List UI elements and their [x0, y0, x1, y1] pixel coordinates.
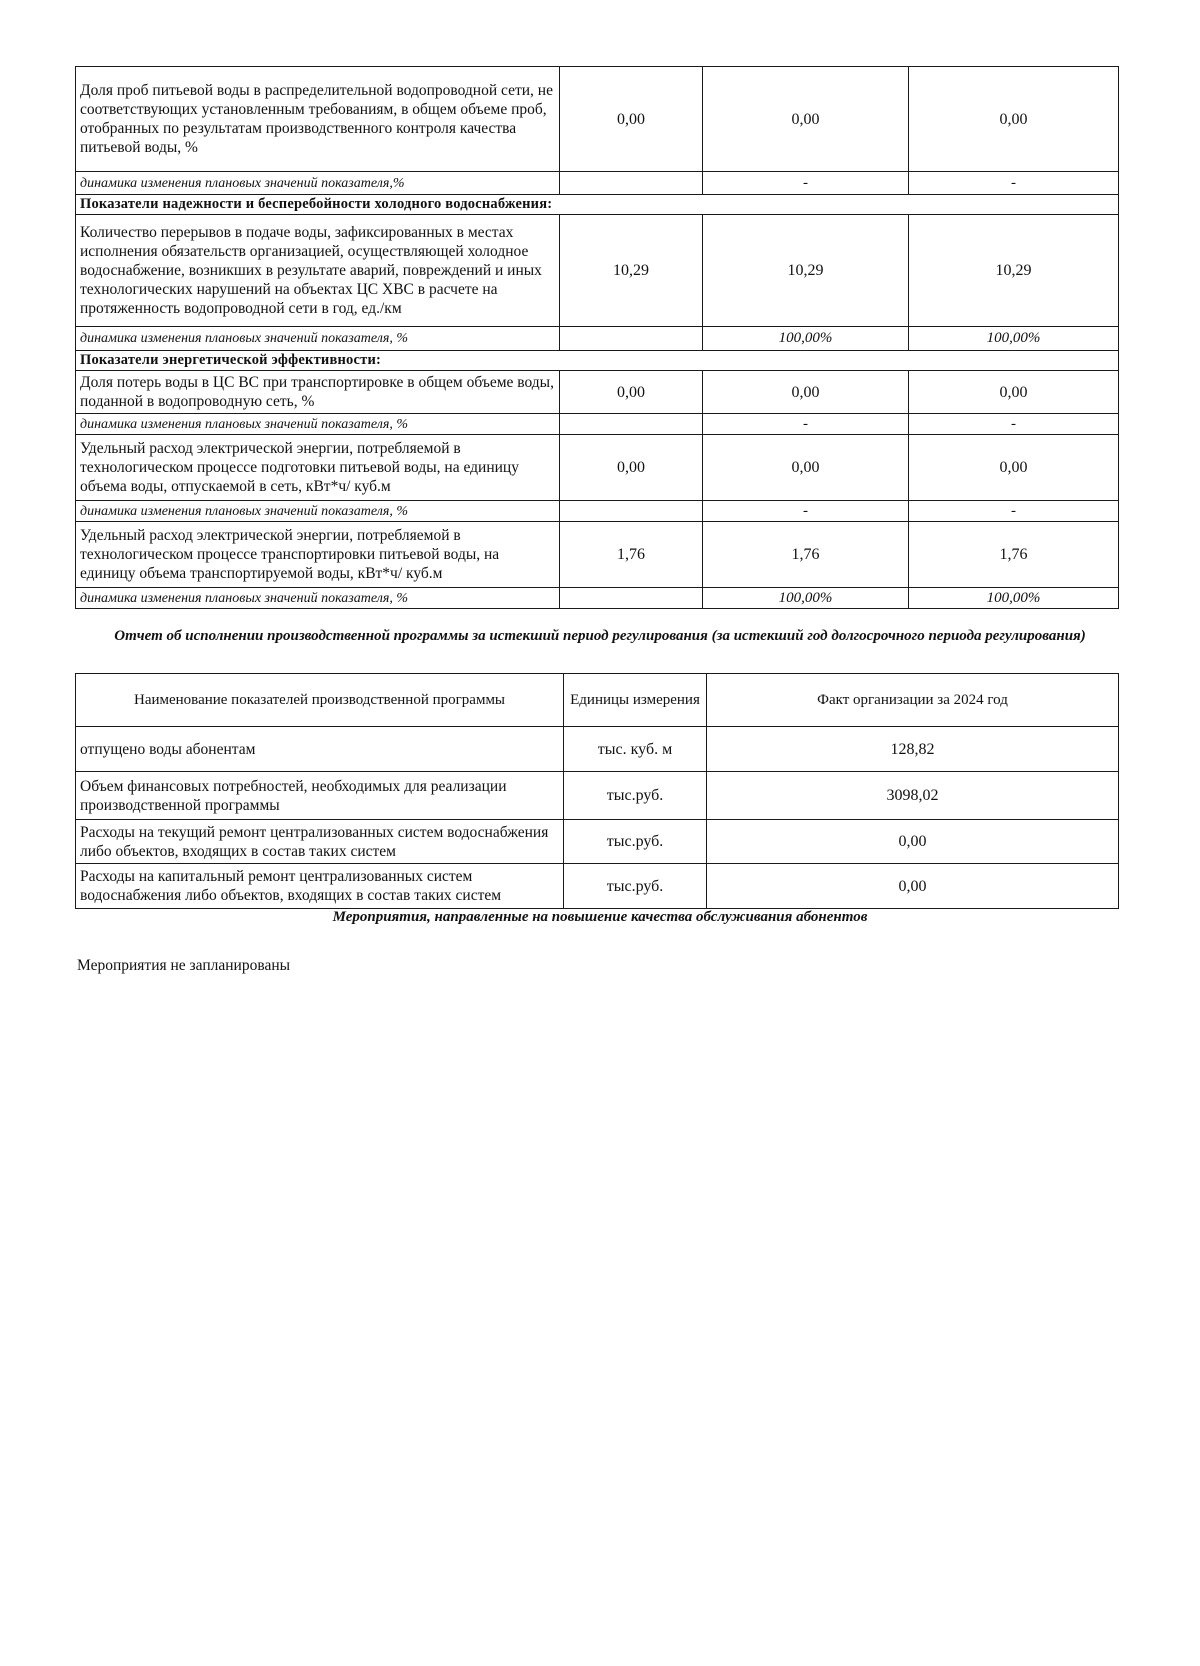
indicator-value: 0,00	[560, 371, 703, 414]
dynamics-label: динамика изменения плановых значений показателя, %	[76, 327, 560, 351]
table-header-row	[76, 674, 1119, 727]
dynamics-value	[560, 501, 703, 522]
table-row	[76, 172, 1119, 195]
indicator-value: 0,00	[909, 435, 1119, 501]
indicator-value: 0,00	[703, 435, 909, 501]
indicator-label: Доля потерь воды в ЦС ВС при транспортировке в общем объеме воды, поданной в водопроводную сеть, %	[76, 371, 560, 414]
table-row	[76, 727, 1119, 772]
report-item-value: 0,00	[707, 820, 1119, 864]
report-item-value: 0,00	[707, 864, 1119, 909]
report-table	[75, 673, 1119, 909]
indicator-label: Удельный расход электрической энергии, потребляемой в технологическом процессе подготовки питьевой воды, на единицу объема воды, отпускаемой в сеть, кВт*ч/ куб.м	[76, 435, 560, 501]
dynamics-value	[560, 327, 703, 351]
table-row	[76, 67, 1119, 172]
table-row	[76, 864, 1119, 909]
indicator-label: Доля проб питьевой воды в распределительной водопроводной сети, не соответствующих установленным требованиям, в общем объеме проб, отобранных по результатам производственного контроля качества питьевой воды, %	[76, 67, 560, 172]
dynamics-value: 100,00%	[909, 327, 1119, 351]
dynamics-value: 100,00%	[703, 588, 909, 609]
indicator-value: 0,00	[703, 67, 909, 172]
indicator-value: 1,76	[560, 522, 703, 588]
column-header-unit: Единицы измерения	[564, 674, 707, 727]
indicators-table	[75, 66, 1119, 609]
report-item-name: Объем финансовых потребностей, необходимых для реализации производственной программы	[76, 772, 564, 820]
report-item-name: Расходы на текущий ремонт централизованных систем водоснабжения либо объектов, входящих в состав таких систем	[76, 820, 564, 864]
table-row	[76, 820, 1119, 864]
dynamics-label: динамика изменения плановых значений показателя, %	[76, 501, 560, 522]
indicator-value: 0,00	[560, 67, 703, 172]
report-item-unit: тыс. куб. м	[564, 727, 707, 772]
table-row	[76, 501, 1119, 522]
dynamics-value	[560, 414, 703, 435]
indicator-value: 10,29	[703, 215, 909, 327]
report-item-unit: тыс.руб.	[564, 772, 707, 820]
indicator-value: 10,29	[560, 215, 703, 327]
dynamics-value: -	[703, 414, 909, 435]
report-item-unit: тыс.руб.	[564, 820, 707, 864]
table-row	[76, 371, 1119, 414]
table-row	[76, 435, 1119, 501]
report-item-unit: тыс.руб.	[564, 864, 707, 909]
dynamics-value: 100,00%	[703, 327, 909, 351]
measures-title: Мероприятия, направленные на повышение качества обслуживания абонентов	[332, 909, 868, 925]
dynamics-value: -	[703, 501, 909, 522]
dynamics-label: динамика изменения плановых значений показателя, %	[76, 588, 560, 609]
dynamics-value: -	[703, 172, 909, 195]
report-item-value: 128,82	[707, 727, 1119, 772]
section-header: Показатели энергетической эффективности:	[76, 351, 1119, 371]
dynamics-value: -	[909, 172, 1119, 195]
column-header-fact: Факт организации за 2024 год	[707, 674, 1119, 727]
dynamics-label: динамика изменения плановых значений показателя, %	[76, 414, 560, 435]
indicator-label: Количество перерывов в подаче воды, зафиксированных в местах исполнения обязательств организацией, осуществляющей холодное водоснабжение, возникших в результате аварий, повреждений и иных технологических нарушений на объектах ЦС ХВС в расчете на протяженность водопроводной сети в год, ед./км	[76, 215, 560, 327]
report-caption: Отчет об исполнении производственной программы за истекший период регулирования (за истекший год долгосрочного периода регулирования)	[114, 628, 1086, 644]
indicator-value: 10,29	[909, 215, 1119, 327]
dynamics-value: 100,00%	[909, 588, 1119, 609]
section-header: Показатели надежности и бесперебойности холодного водоснабжения:	[76, 195, 1119, 215]
dynamics-value	[560, 172, 703, 195]
dynamics-value: -	[909, 414, 1119, 435]
table-row	[76, 522, 1119, 588]
dynamics-value: -	[909, 501, 1119, 522]
table-row	[76, 772, 1119, 820]
dynamics-value	[560, 588, 703, 609]
indicator-label: Удельный расход электрической энергии, потребляемой в технологическом процессе транспортировки питьевой воды, на единицу объема транспортируемой воды, кВт*ч/ куб.м	[76, 522, 560, 588]
table-row	[76, 215, 1119, 327]
measures-text: Мероприятия не запланированы	[77, 957, 291, 974]
section-header-row	[76, 351, 1119, 371]
indicator-value: 0,00	[909, 67, 1119, 172]
table-row	[76, 414, 1119, 435]
column-header-name: Наименование показателей производственной программы	[76, 674, 564, 727]
indicator-value: 0,00	[909, 371, 1119, 414]
indicator-value: 0,00	[560, 435, 703, 501]
report-item-name: отпущено воды абонентам	[76, 727, 564, 772]
report-item-name: Расходы на капитальный ремонт централизованных систем водоснабжения либо объектов, входящих в состав таких систем	[76, 864, 564, 909]
dynamics-label: динамика изменения плановых значений показателя,%	[76, 172, 560, 195]
report-item-value: 3098,02	[707, 772, 1119, 820]
indicator-value: 1,76	[703, 522, 909, 588]
table-row	[76, 588, 1119, 609]
indicator-value: 1,76	[909, 522, 1119, 588]
table-row	[76, 327, 1119, 351]
section-header-row	[76, 195, 1119, 215]
indicator-value: 0,00	[703, 371, 909, 414]
